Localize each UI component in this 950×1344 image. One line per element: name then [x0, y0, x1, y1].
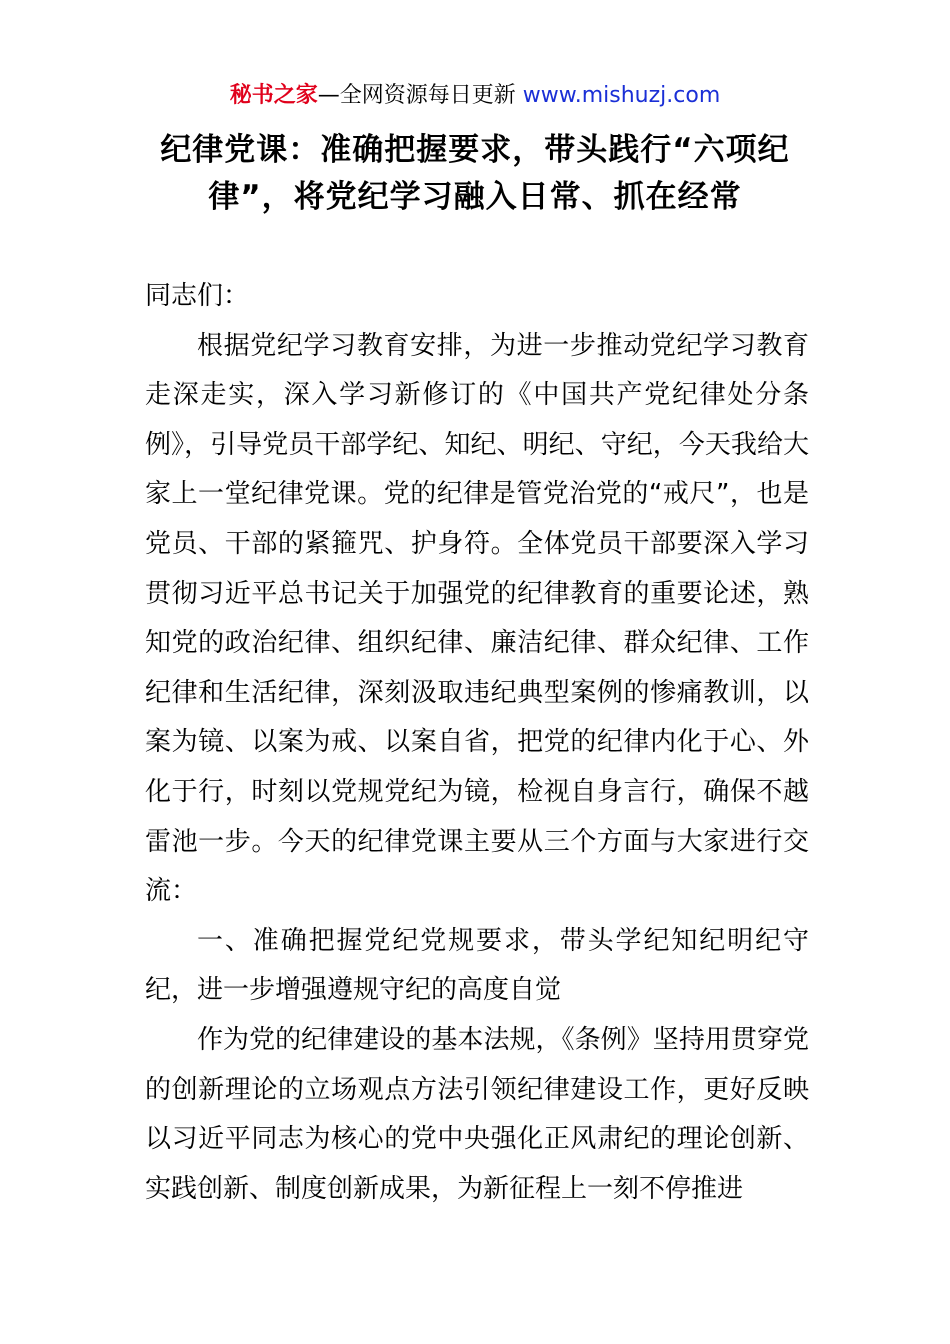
paragraph-section-1: 作为党的纪律建设的基本法规，《条例》坚持用贯穿党的创新理论的立场观点方法引领纪律建设工作，更好反映以习近平同志为核心的党中央强化正风肃纪的理论创新、实践创新、制度创新成果，为新征程上一刻不停推进 — [145, 1024, 809, 1204]
site-url-link[interactable]: www.mishuzj.com — [522, 83, 721, 108]
section-heading-1: 一、准确把握党纪党规要求，带头学纪知纪明纪守纪，进一步增强遵规守纪的高度自觉 — [145, 925, 809, 1006]
site-tagline: —全网资源每日更新 — [317, 83, 523, 108]
paragraph-intro: 根据党纪学习教育安排，为进一步推动党纪学习教育走深走实，深入学习新修订的《中国共产党纪律处分条例》，引导党员干部学纪、知纪、明纪、守纪，今天我给大家上一堂纪律党课。党的纪律是管党治党的“戒尺”，也是党员、干部的紧箍咒、护身符。全体党员干部要深入学习贯彻习近平总书记关于加强党的纪律教育的重要论述，熟知党的政治纪律、组织纪律、廉洁纪律、群众纪律、工作纪律和生活纪律，深刻汲取违纪典型案例的惨痛教训，以案为镜、以案为戒、以案自省，把党的纪律内化于心、外化于行，时刻以党规党纪为镜，检视自身言行，确保不越雷池一步。今天的纪律党课主要从三个方面与大家进行交流： — [145, 330, 809, 907]
salutation: 同志们： — [145, 281, 250, 311]
site-header — [0, 80, 950, 112]
site-brand: 秘书之家 — [229, 83, 318, 108]
document-title: 纪律党课：准确把握要求，带头践行“六项纪律”，将党纪学习融入日常、抓在经常 — [160, 132, 790, 215]
document-body — [145, 272, 809, 1214]
